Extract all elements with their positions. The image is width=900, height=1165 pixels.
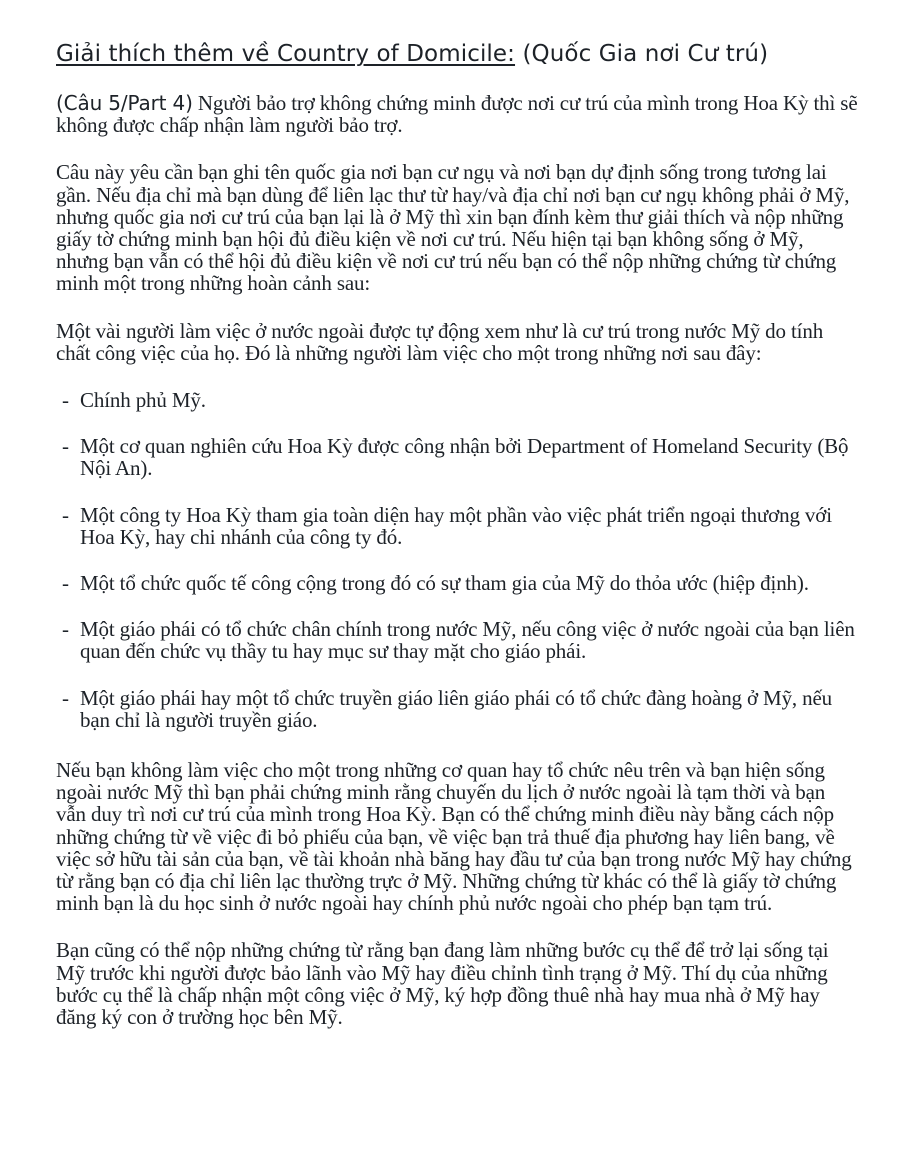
list-item xyxy=(62,389,860,411)
page-title xyxy=(56,38,860,70)
bullet-dash: - xyxy=(62,617,69,642)
bullet-dash: - xyxy=(62,685,69,710)
paragraph-return-steps: Bạn cũng có thể nộp những chứng từ rằng bạn đang làm những bước cụ thể để trở lại sống tại Mỹ trước khi người được bảo lãnh vào Mỹ hay điều chỉnh tình trạng ở Mỹ. Thí dụ của những bước cụ thể là chấp nhận một công việc ở Mỹ, ký hợp đồng thuê nhà hay mua nhà ở Mỹ hay đăng ký con ở trường học bên Mỹ. xyxy=(56,938,829,1030)
title-underlined: Giải thích thêm về Country of Domicile: xyxy=(56,41,516,67)
bullet-dash: - xyxy=(62,434,69,459)
list-item-text: Chính phủ Mỹ. xyxy=(80,388,206,413)
list-item xyxy=(62,572,860,594)
list-item xyxy=(62,687,860,731)
paragraph-proof-of-residence: Nếu bạn không làm việc cho một trong những cơ quan hay tổ chức nêu trên và bạn hiện sống ngoài nước Mỹ thì bạn phải chứng minh rằng chuyến du lịch ở nước ngoài là tạm thời và bạn vẫn duy trì nơi cư trú của mình trong Hoa Kỳ. Bạn có thể chứng minh điều này bằng cách nộp những chứng từ về việc đi bỏ phiếu của bạn, về việc bạn trả thuế địa phương hay liên bang, về việc sở hữu tài sản của bạn, về tài khoản nhà băng hay đầu tư của bạn trong nước Mỹ hay chứng từ rằng bạn có địa chỉ liên lạc thường trực ở Mỹ. Những chứng từ khác có thể là giấy tờ chứng minh bạn là du học sinh ở nước ngoài hay chính phủ nước ngoài cho phép bạn tạm trú. xyxy=(56,758,852,916)
title-rest: (Quốc Gia nơi Cư trú) xyxy=(515,41,769,67)
list-item-text: Một cơ quan nghiên cứu Hoa Kỳ được công nhận bởi Department of Homeland Security (Bộ Nội An). xyxy=(80,434,849,481)
bullet-dash: - xyxy=(62,571,69,596)
employer-list xyxy=(56,389,860,731)
bullet-dash: - xyxy=(62,502,69,527)
intro-text: Người bảo trợ không chứng minh được nơi cư trú của mình trong Hoa Kỳ thì sẽ không được chấp nhận làm người bảo trợ. xyxy=(56,91,858,138)
paragraph-domicile-explanation: Câu này yêu cần bạn ghi tên quốc gia nơi bạn cư ngụ và nơi bạn dự định sống trong tương lai gần. Nếu địa chỉ mà bạn dùng để liên lạc thư từ hay/và địa chỉ nơi bạn cư ngụ không phải ở Mỹ, nhưng quốc gia nơi cư trú của bạn lại là ở Mỹ thì xin bạn đính kèm thư giải thích và nộp những giấy tờ chứng minh bạn hội đủ điều kiện về nơi cư trú. Nếu hiện tại bạn không sống ở Mỹ, nhưng bạn vẫn có thể hội đủ điều kiện về nơi cư trú nếu bạn có thể nộp những chứng từ chứng minh một trong những hoàn cảnh sau: xyxy=(56,160,850,296)
list-item xyxy=(62,504,860,548)
intro-paragraph xyxy=(56,92,860,136)
paragraph-workers-abroad: Một vài người làm việc ở nước ngoài được tự động xem như là cư trú trong nước Mỹ do tính chất công việc của họ. Đó là những người làm việc cho một trong những nơi sau đây: xyxy=(56,318,824,365)
list-item-text: Một tổ chức quốc tế công cộng trong đó có sự tham gia của Mỹ do thỏa ước (hiệp định). xyxy=(80,571,809,596)
bullet-dash: - xyxy=(62,388,69,413)
list-item-text: Một giáo phái có tổ chức chân chính trong nước Mỹ, nếu công việc ở nước ngoài của bạn liên quan đến chức vụ thầy tu hay mục sư thay mặt cho giáo phái. xyxy=(80,617,855,664)
list-item xyxy=(62,435,860,479)
intro-lead: (Câu 5/Part 4) xyxy=(56,91,193,115)
list-item-text: Một giáo phái hay một tổ chức truyền giáo liên giáo phái có tổ chức đàng hoàng ở Mỹ, nếu bạn chỉ là người truyền giáo. xyxy=(80,685,832,732)
list-item xyxy=(62,618,860,662)
list-item-text: Một công ty Hoa Kỳ tham gia toàn diện hay một phần vào việc phát triển ngoại thương với Hoa Kỳ, hay chi nhánh của công ty đó. xyxy=(80,502,832,549)
